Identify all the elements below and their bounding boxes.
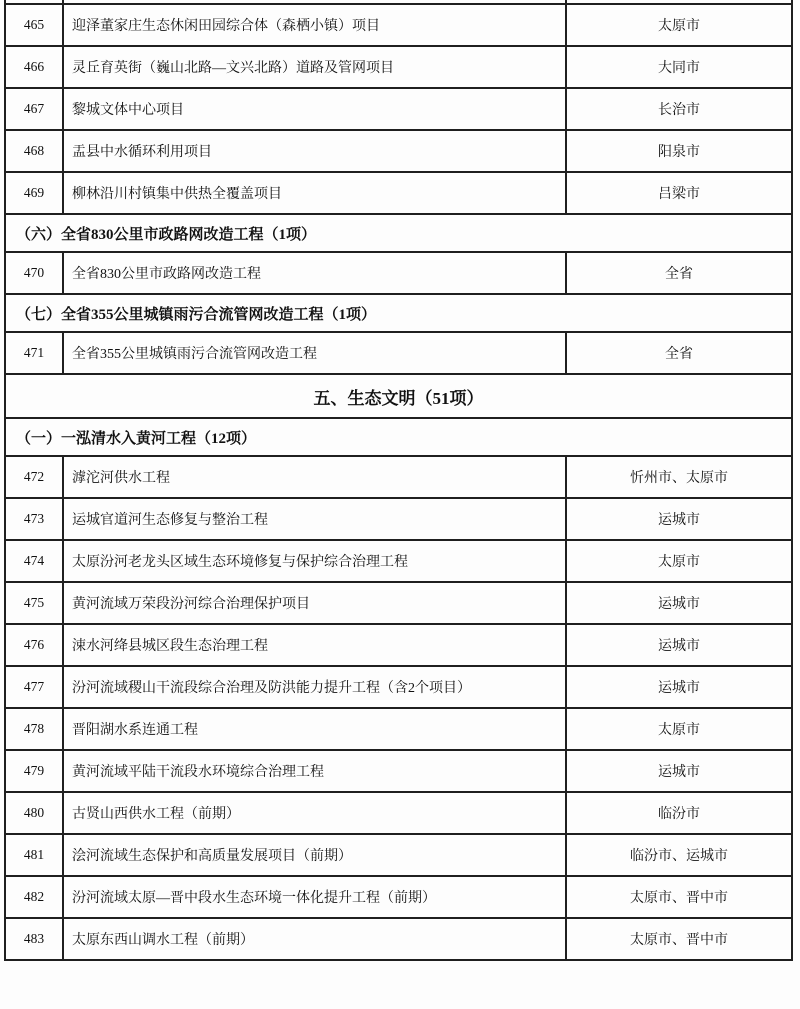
- section-header-cell: （一）一泓清水入黄河工程（12项）: [5, 418, 792, 456]
- project-region-cell: 吕梁市: [566, 172, 792, 214]
- project-region-cell: 长治市: [566, 88, 792, 130]
- project-region-cell: 太原市: [566, 708, 792, 750]
- project-region-cell: 阳泉市: [566, 130, 792, 172]
- project-number-cell: 465: [5, 4, 63, 46]
- table-row: [5, 834, 792, 876]
- project-number-cell: 470: [5, 252, 63, 294]
- table-row: [5, 918, 792, 960]
- table-row: [5, 46, 792, 88]
- chapter-header-cell: 五、生态文明（51项）: [5, 374, 792, 418]
- table-row: [5, 130, 792, 172]
- project-number-cell: 474: [5, 540, 63, 582]
- section-header-row: [5, 214, 792, 252]
- project-name-cell: 太原东西山调水工程（前期）: [63, 918, 566, 960]
- project-name-cell: 汾河流域稷山干流段综合治理及防洪能力提升工程（含2个项目）: [63, 666, 566, 708]
- table-row: [5, 252, 792, 294]
- project-name-cell: 盂县中水循环利用项目: [63, 130, 566, 172]
- project-region-cell: 太原市、晋中市: [566, 876, 792, 918]
- chapter-header-row: [5, 374, 792, 418]
- project-number-cell: 479: [5, 750, 63, 792]
- project-region-cell: 运城市: [566, 750, 792, 792]
- project-number-cell: 469: [5, 172, 63, 214]
- table-row: [5, 792, 792, 834]
- table-row: [5, 876, 792, 918]
- project-name-cell: 滹沱河供水工程: [63, 456, 566, 498]
- project-name-cell: 古贤山西供水工程（前期）: [63, 792, 566, 834]
- project-name-cell: 汾河流域太原—晋中段水生态环境一体化提升工程（前期）: [63, 876, 566, 918]
- project-region-cell: 临汾市: [566, 792, 792, 834]
- project-number-cell: 468: [5, 130, 63, 172]
- project-number-cell: 477: [5, 666, 63, 708]
- project-region-cell: 运城市: [566, 666, 792, 708]
- project-region-cell: 大同市: [566, 46, 792, 88]
- project-region-cell: 太原市: [566, 540, 792, 582]
- project-number-cell: 472: [5, 456, 63, 498]
- project-region-cell: 运城市: [566, 498, 792, 540]
- project-region-cell: 太原市: [566, 4, 792, 46]
- project-number-cell: 483: [5, 918, 63, 960]
- project-number-cell: 476: [5, 624, 63, 666]
- section-header-row: [5, 294, 792, 332]
- project-number-cell: 466: [5, 46, 63, 88]
- table-row: [5, 498, 792, 540]
- project-region-cell: 全省: [566, 332, 792, 374]
- project-name-cell: 黄河流域万荣段汾河综合治理保护项目: [63, 582, 566, 624]
- table-row: [5, 456, 792, 498]
- project-region-cell: 忻州市、太原市: [566, 456, 792, 498]
- project-name-cell: 灵丘育英街（巍山北路—文兴北路）道路及管网项目: [63, 46, 566, 88]
- table-row: [5, 708, 792, 750]
- project-number-cell: 480: [5, 792, 63, 834]
- project-number-cell: 478: [5, 708, 63, 750]
- project-name-cell: 全省830公里市政路网改造工程: [63, 252, 566, 294]
- project-number-cell: 475: [5, 582, 63, 624]
- table-row: [5, 332, 792, 374]
- table-row: [5, 582, 792, 624]
- projects-table-body: [5, 0, 792, 960]
- project-name-cell: 全省355公里城镇雨污合流管网改造工程: [63, 332, 566, 374]
- table-row: [5, 750, 792, 792]
- project-region-cell: 全省: [566, 252, 792, 294]
- project-name-cell: 晋阳湖水系连通工程: [63, 708, 566, 750]
- section-header-row: [5, 418, 792, 456]
- project-name-cell: 运城官道河生态修复与整治工程: [63, 498, 566, 540]
- project-name-cell: 涑水河绛县城区段生态治理工程: [63, 624, 566, 666]
- project-name-cell: 迎泽董家庄生态休闲田园综合体（森栖小镇）项目: [63, 4, 566, 46]
- table-row: [5, 4, 792, 46]
- table-row: [5, 666, 792, 708]
- project-name-cell: 太原汾河老龙头区域生态环境修复与保护综合治理工程: [63, 540, 566, 582]
- project-name-cell: 黎城文体中心项目: [63, 88, 566, 130]
- projects-table: [4, 0, 793, 961]
- project-region-cell: 太原市、晋中市: [566, 918, 792, 960]
- project-number-cell: 482: [5, 876, 63, 918]
- project-number-cell: 481: [5, 834, 63, 876]
- project-region-cell: 临汾市、运城市: [566, 834, 792, 876]
- project-number-cell: 471: [5, 332, 63, 374]
- project-number-cell: 467: [5, 88, 63, 130]
- section-header-cell: （六）全省830公里市政路网改造工程（1项）: [5, 214, 792, 252]
- table-row: [5, 540, 792, 582]
- section-header-cell: （七）全省355公里城镇雨污合流管网改造工程（1项）: [5, 294, 792, 332]
- project-name-cell: 柳林沿川村镇集中供热全覆盖项目: [63, 172, 566, 214]
- table-row: [5, 624, 792, 666]
- project-name-cell: 浍河流域生态保护和高质量发展项目（前期）: [63, 834, 566, 876]
- project-region-cell: 运城市: [566, 624, 792, 666]
- project-name-cell: 黄河流域平陆干流段水环境综合治理工程: [63, 750, 566, 792]
- table-row: [5, 88, 792, 130]
- project-number-cell: 473: [5, 498, 63, 540]
- table-row: [5, 172, 792, 214]
- project-region-cell: 运城市: [566, 582, 792, 624]
